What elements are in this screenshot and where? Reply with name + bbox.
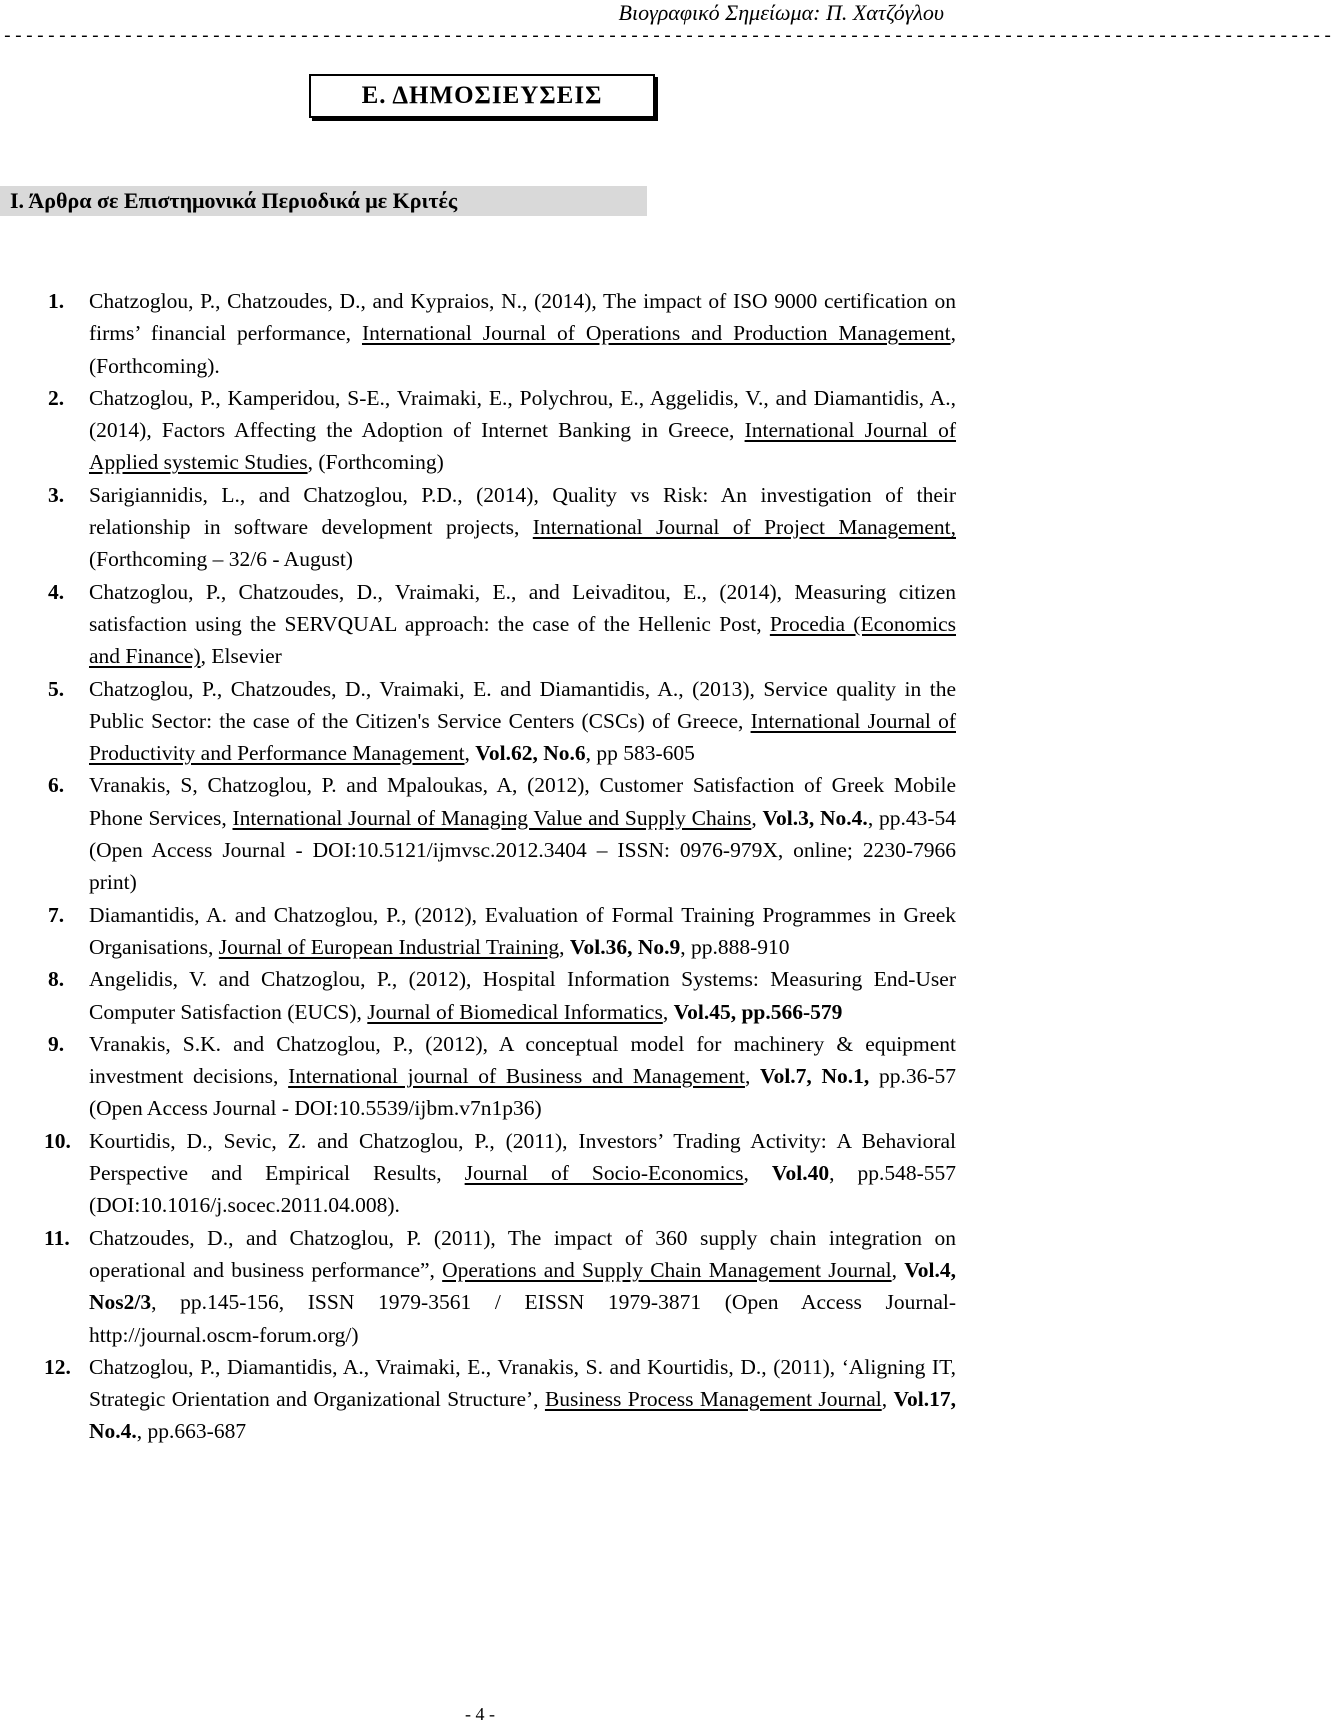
journal-title: International journal of Business and Management <box>288 1064 745 1089</box>
citation-text: Diamantidis, A. and Chatzoglou, P., (2012), Evaluation of Formal Training Programmes in Greek Organisations, <box>89 902 956 959</box>
publication-number: 6. <box>48 773 65 798</box>
citation-text: , <box>662 999 674 1024</box>
publication-item <box>44 1028 956 1125</box>
publication-item <box>44 673 956 770</box>
section-title: Ε. ΔΗΜΟΣΙΕΥΣΕΙΣ <box>309 74 655 118</box>
volume-info: Vol.4, Nos2/3 <box>89 1257 956 1315</box>
journal-title: Procedia (Economics and Finance) <box>89 611 956 669</box>
citation-text: , <box>464 741 476 766</box>
publication-number: 12. <box>44 1354 71 1379</box>
citation-text: Chatzoglou, P., Diamantidis, A., Vraimaki, E., Vranakis, S. and Kourtidis, D., (2011), ‘Aligning IT, Strategic Orientation and Organizational Structure’, <box>89 1354 956 1412</box>
volume-info: Vol.3, No.4. <box>762 805 868 830</box>
citation-text: (Forthcoming – 32/6 - August) <box>89 547 353 572</box>
citation-text: Chatzoudes, D., and Chatzoglou, P. (2011), The impact of 360 supply chain integration on operational and business performance”, <box>89 1225 956 1282</box>
publication-item <box>44 479 956 576</box>
citation-text: , <box>881 1387 894 1412</box>
journal-title: Journal of Biomedical Informatics <box>367 999 663 1024</box>
journal-title: International Journal of Managing Value and Supply Chains <box>232 805 752 830</box>
citation-text: Chatzoglou, P., Chatzoudes, D., and Kypraios, N., (2014), The impact of ISO 9000 certification on firms’ financial performance, <box>89 289 956 346</box>
page-number: - 4 - <box>465 1704 495 1724</box>
citation-text: , Elsevier <box>200 644 282 669</box>
citation-text: Angelidis, V. and Chatzoglou, P., (2012), Hospital Information Systems: Measuring End-User Computer Satisfaction (EUCS), <box>89 967 956 1024</box>
publication-item <box>44 576 956 673</box>
publication-item <box>44 899 956 964</box>
citation-text: , <box>559 934 570 959</box>
citation-text: Chatzoglou, P., Chatzoudes, D., Vraimaki, E. and Diamantidis, A., (2013), Service quality in the Public Sector: the case of the Citizen's Service Centers (CSCs) of Greece, <box>89 676 956 733</box>
publication-number: 8. <box>48 967 65 992</box>
citation-text: Kourtidis, D., Sevic, Z. and Chatzoglou, P., (2011), Investors’ Trading Activity: A Behavioral Perspective and Empirical Results, <box>89 1128 956 1186</box>
citation-text: , pp.548-557 (DOI:10.1016/j.socec.2011.04.008). <box>89 1161 956 1218</box>
publication-item <box>44 1125 956 1222</box>
volume-info: Vol.17, No.4. <box>89 1387 956 1444</box>
citation-text: Chatzoglou, P., Chatzoudes, D., Vraimaki, E., and Leivaditou, E., (2014), Measuring citizen satisfaction using the SERVQUAL approach: the case of the Hellenic Post, <box>89 579 956 636</box>
subsection-heading: Ι. Άρθρα σε Επιστημονικά Περιοδικά με Κριτές <box>0 186 647 216</box>
journal-title: International Journal of Productivity and Performance Management <box>89 708 956 766</box>
citation-text: Vranakis, S.K. and Chatzoglou, P., (2012), A conceptual model for machinery & equipment investment decisions, <box>89 1031 956 1089</box>
citation-text: , <box>744 1064 761 1089</box>
citation-text: , pp.145-156, ISSN 1979-3561 / EISSN 1979-3871 (Open Access Journal- http://journal.oscm-forum.org/) <box>89 1290 956 1347</box>
publication-item <box>44 769 956 898</box>
citation-text: Vranakis, S, Chatzoglou, P. and Mpaloukas, A, (2012), Customer Satisfaction of Greek Mobile Phone Services, <box>89 773 956 830</box>
header-dashed-rule: ------------------------------------------------------------------------------------------------------------------------- <box>2 27 1333 47</box>
journal-title: Journal of Socio-Economics <box>464 1161 744 1186</box>
citation-text: Chatzoglou, P., Kamperidou, S-E., Vraimaki, E., Polychrou, E., Aggelidis, V., and Diamantidis, A., (2014), Factors Affecting the Adoption of Internet Banking in Greece, <box>89 385 956 443</box>
volume-info: Vol.7, No.1, <box>760 1064 870 1089</box>
journal-title: International Journal of Project Management, <box>532 515 956 540</box>
journal-title: Business Process Management Journal <box>544 1387 882 1412</box>
citation-text: , <box>891 1257 905 1282</box>
publication-item <box>44 285 956 382</box>
citation-text: , pp.663-687 <box>136 1419 247 1444</box>
citation-text: pp.36-57 (Open Access Journal - DOI:10.5539/ijbm.v7n1p36) <box>89 1064 956 1121</box>
publication-number: 2. <box>48 385 65 410</box>
publication-number: 7. <box>48 902 65 927</box>
volume-info: Vol.36, No.9 <box>569 934 681 959</box>
publication-item <box>44 1222 956 1351</box>
publication-number: 1. <box>48 289 65 313</box>
volume-info: Vol.62, No.6 <box>475 741 586 766</box>
publication-item <box>44 382 956 479</box>
publication-item <box>44 963 956 1028</box>
journal-title: Journal of European Industrial Training <box>218 934 560 959</box>
citation-text: Sarigiannidis, L., and Chatzoglou, P.D., (2014), Quality vs Risk: An investigation of their relationship in software development projects, <box>89 482 956 540</box>
citation-text: , pp.888-910 <box>680 934 790 959</box>
publication-list <box>44 285 956 1448</box>
journal-title: International Journal of Operations and Production Management <box>361 321 951 346</box>
citation-text: , pp.43-54 (Open Access Journal - DOI:10.5121/ijmvsc.2012.3404 – ISSN: 0976-979X, online; 2230-7966 print) <box>89 805 956 895</box>
volume-info: Vol.40 <box>771 1161 830 1186</box>
journal-title: International Journal of Applied systemic Studies <box>89 418 957 475</box>
running-header: Βιογραφικό Σημείωμα: Π. Χατζόγλου <box>618 0 944 25</box>
publication-number: 10. <box>44 1128 71 1153</box>
citation-text: ,(Forthcoming). <box>89 321 957 378</box>
publication-number: 3. <box>48 482 65 507</box>
citation-text: , <box>751 805 763 830</box>
citation-text: , <box>743 1161 772 1186</box>
citation-text: , pp 583-605 <box>585 741 695 766</box>
publication-number: 4. <box>48 579 65 604</box>
volume-info: Vol.45, pp.566-579 <box>673 999 843 1024</box>
publication-number: 5. <box>48 676 65 701</box>
journal-title: Operations and Supply Chain Management Journal <box>442 1257 892 1282</box>
publication-number: 11. <box>44 1225 70 1250</box>
citation-text: , (Forthcoming) <box>307 450 444 475</box>
publication-number: 9. <box>48 1031 65 1056</box>
publication-item <box>44 1351 956 1448</box>
